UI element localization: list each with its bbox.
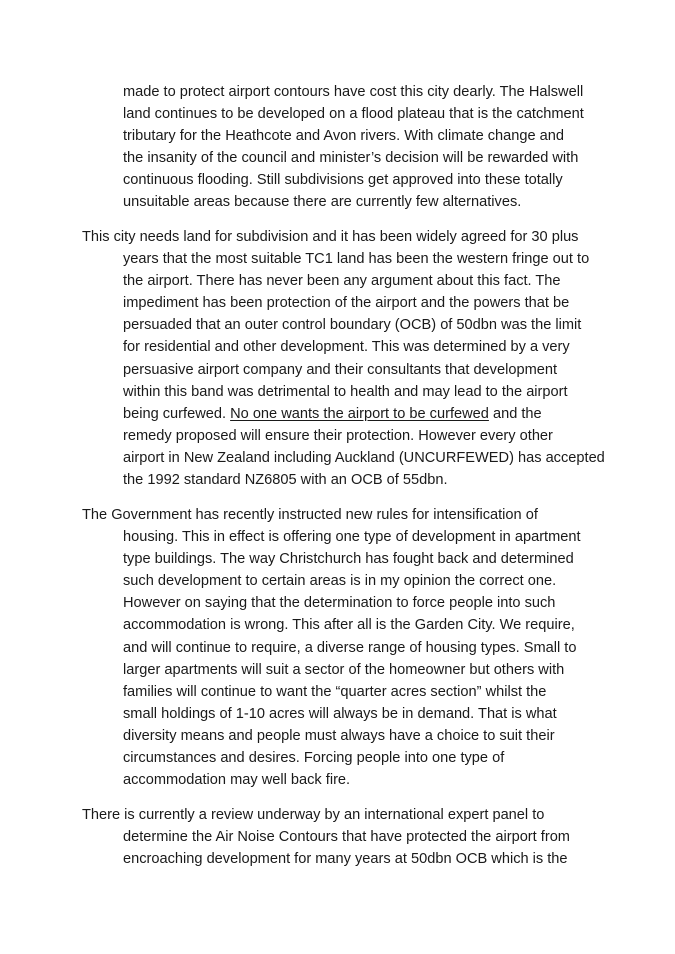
paragraph-land-for-subdivision xyxy=(82,226,605,491)
text-line: larger apartments will suit a sector of the homeowner but others with xyxy=(123,661,565,678)
text-line: small holdings of 1-10 acres will always be in demand. That is what xyxy=(123,705,557,722)
text-line: encroaching development for many years at 50dbn OCB which is the xyxy=(123,851,568,868)
paragraph-review-underway xyxy=(82,804,602,870)
text-line: persuaded that an outer control boundary (OCB) of 50dbn was the limit xyxy=(123,317,582,334)
text-line: airport in New Zealand including Auckland (UNCURFEWED) has accepted xyxy=(123,449,605,466)
text-line: continuous flooding. Still subdivisions get approved into these totally xyxy=(123,172,563,189)
text-line: accommodation may well back fire. xyxy=(123,772,351,789)
text-line: and will continue to require, a diverse range of housing types. Small to xyxy=(123,639,577,656)
text-line: the insanity of the council and minister’s decision will be rewarded with xyxy=(123,150,579,167)
text-line: This city needs land for subdivision and it has been widely agreed for 30 plus xyxy=(82,229,579,245)
text-line: the airport. There has never been any argument about this fact. The xyxy=(123,273,561,290)
text-line: unsuitable areas because there are currently few alternatives. xyxy=(123,194,522,211)
text-line: families will continue to want the “quarter acres section” whilst the xyxy=(123,683,547,700)
text-line: diversity means and people must always have a choice to suit their xyxy=(123,727,555,744)
text-line: land continues to be developed on a flood plateau that is the catchment xyxy=(123,106,584,123)
text-line: remedy proposed will ensure their protection. However every other xyxy=(123,427,553,444)
text-line: determine the Air Noise Contours that have protected the airport from xyxy=(123,829,570,846)
text-line: persuasive airport company and their consultants that development xyxy=(123,361,558,378)
text-line xyxy=(82,403,602,425)
text-line: circumstances and desires. Forcing people into one type of xyxy=(123,750,505,767)
text-line: housing. This in effect is offering one type of development in apartment xyxy=(123,529,581,546)
text-line: accommodation is wrong. This after all is the Garden City. We require, xyxy=(123,617,575,634)
text-line: such development to certain areas is in my opinion the correct one. xyxy=(123,573,557,590)
text-segment: and the xyxy=(492,405,542,422)
text-line: tributary for the Heathcote and Avon rivers. With climate change and xyxy=(123,128,565,145)
underlined-text: No one wants the airport to be curfewed xyxy=(230,405,489,422)
paragraph-continuation xyxy=(82,81,602,214)
text-line: However on saying that the determination to force people into such xyxy=(123,595,556,612)
text-line: made to protect airport contours have cost this city dearly. The Halswell xyxy=(123,84,584,100)
text-line: impediment has been protection of the airport and the powers that be xyxy=(123,295,570,312)
text-line: The Government has recently instructed new rules for intensification of xyxy=(82,507,538,523)
text-line: type buildings. The way Christchurch has fought back and determined xyxy=(123,551,574,568)
text-line: for residential and other development. This was determined by a very xyxy=(123,339,570,356)
text-segment: being curfewed. xyxy=(123,405,227,422)
text-line: There is currently a review underway by an international expert panel to xyxy=(82,807,545,823)
paragraph-government-intensification xyxy=(82,504,602,791)
text-line: years that the most suitable TC1 land has been the western fringe out to xyxy=(123,251,590,268)
text-line: within this band was detrimental to health and may lead to the airport xyxy=(123,383,568,400)
text-line: the 1992 standard NZ6805 with an OCB of 55dbn. xyxy=(123,472,448,489)
